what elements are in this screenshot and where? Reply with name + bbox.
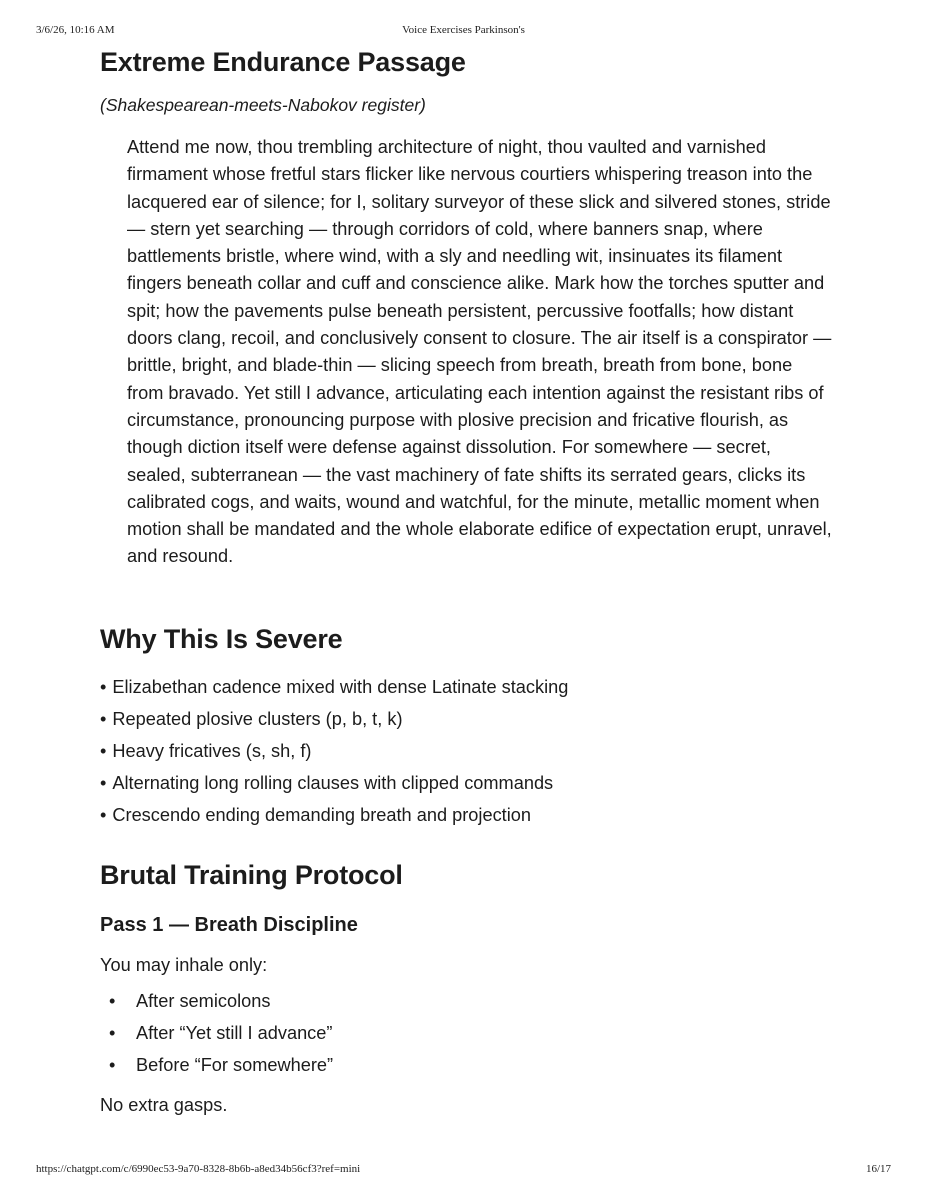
bullet-glyph: • (100, 708, 107, 729)
subheading-pass-1: Pass 1 — Breath Discipline (100, 913, 358, 936)
section-heading-training-protocol: Brutal Training Protocol (100, 859, 403, 890)
print-page-title: Voice Exercises Parkinson's (402, 24, 525, 36)
endurance-passage-text: Attend me now, thou trembling architecture of night, thou vaulted and varnished firmament whose fretful stars flicker like nervous courtiers whispering treason into the lacquered ear of silence; for I, solitary surveyor of these slick and silvered stones, stride — stern yet searching — through corridors of cold, where banners snap, where battlements bristle, where wind, with a sly and needling wit, insinuates its filament fingers beneath collar and cuff and conscience alike. Mark how the torches sputter and spit; how the pavements pulse beneath persistent, percussive footfalls; how distant doors clang, recoil, and conclusively consent to closure. The air itself is a conspirator — brittle, bright, and blade-thin — slicing speech from breath, breath from bone, bone from bravado. Yet still I advance, articulating each intention against the resistant ribs of circumstance, pronouncing purpose with plosive precision and fricative flourish, as though diction itself were defense against dissolution. For somewhere — secret, sealed, subterranean — the vast machinery of fate shifts its serrated gears, clicks its calibrated cogs, and waits, wound and watchful, for the minute, metallic moment when motion shall be mandated and the whole elaborate edifice of expectation erupt, unravel, and resound. (127, 137, 832, 567)
bullet-glyph: • (100, 804, 107, 825)
pass1-intro: You may inhale only: (100, 954, 268, 975)
print-datetime: 3/6/26, 10:16 AM (36, 24, 115, 36)
list-item (100, 799, 840, 831)
bullet-glyph: • (109, 990, 116, 1011)
section-heading-why-severe: Why This Is Severe (100, 623, 343, 654)
list-item-text: Before “For somewhere” (136, 1054, 334, 1075)
list-item-text: Elizabethan cadence mixed with dense Latinate stacking (112, 676, 569, 697)
list-item-text: Alternating long rolling clauses with clipped commands (112, 772, 554, 793)
list-item (100, 671, 840, 703)
bullet-glyph: • (100, 772, 107, 793)
section-heading-endurance-passage: Extreme Endurance Passage (100, 47, 466, 77)
list-item (100, 985, 840, 1017)
list-item-text: After semicolons (136, 990, 271, 1011)
page-number: 16/17 (865, 1163, 891, 1175)
bullet-glyph: • (100, 740, 107, 761)
list-item-text: After “Yet still I advance” (136, 1022, 333, 1043)
print-url: https://chatgpt.com/c/6990ec53-9a70-8328-8b6b-a8ed34b56cf3?ref=mini (36, 1163, 361, 1175)
bullet-glyph: • (109, 1054, 116, 1075)
list-item (100, 1017, 840, 1049)
bullet-glyph: • (100, 676, 107, 697)
print-footer (0, 1163, 927, 1177)
list-item-text: Repeated plosive clusters (p, b, t, k) (112, 708, 403, 729)
list-item-text: Crescendo ending demanding breath and projection (112, 804, 531, 825)
pass1-closing: No extra gasps. (100, 1094, 228, 1115)
list-item (100, 703, 840, 735)
print-header (0, 24, 927, 38)
list-item (100, 735, 840, 767)
register-subtitle: (Shakespearean-meets-Nabokov register) (100, 95, 426, 115)
bullet-glyph: • (109, 1022, 116, 1043)
inhale-points-list (100, 985, 840, 1081)
list-item (100, 767, 840, 799)
list-item (100, 1049, 840, 1081)
severity-reasons-list (100, 671, 840, 831)
list-item-text: Heavy fricatives (s, sh, f) (112, 740, 312, 761)
document-content (100, 44, 840, 1119)
